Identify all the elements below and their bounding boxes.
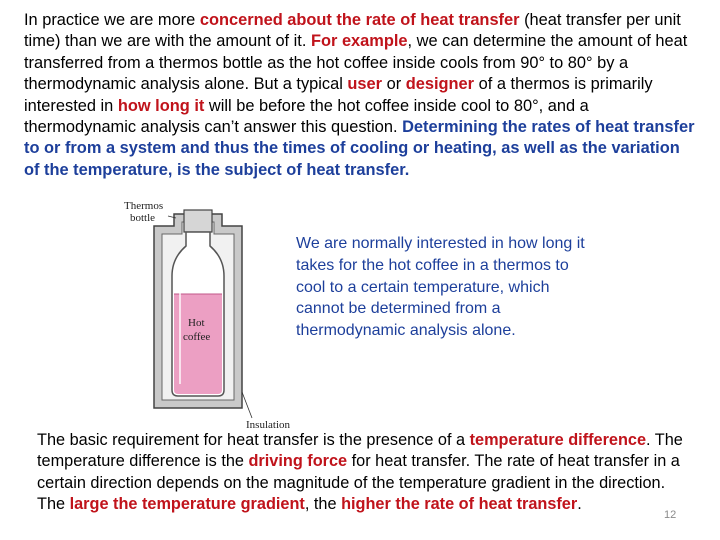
figure-caption: We are normally interested in how long it takes for the hot coffee in a thermos to cool to a certain temperature, which cannot be determined from a thermodynamic analysis alone. xyxy=(296,235,585,340)
requirement-highlight: large the temperature gradient xyxy=(69,495,305,514)
intro-highlight: concerned about the rate of heat transfer xyxy=(199,11,520,29)
hot-coffee-liquid xyxy=(174,294,222,394)
intro-highlight: how long it xyxy=(117,96,205,115)
requirement-run: , the xyxy=(304,495,342,514)
insulation-label: Insulation xyxy=(246,419,290,431)
thermos-figure xyxy=(124,196,314,436)
intro-run: will be before the hot coffee inside cool to 80°, and a thermodynamic analysis can’t answer this question. xyxy=(24,96,589,137)
requirement-run: The basic requirement for heat transfer is the presence of a xyxy=(37,431,470,449)
intro-highlight: user xyxy=(347,75,383,94)
intro-key-statement: Determining the rates of heat transfer to or from a system and thus the times of cooling or heating, as well as the variation of the temperature, is the subject of heat transfer. xyxy=(24,118,695,179)
hot-coffee-label-line2: coffee xyxy=(183,331,211,343)
intro-paragraph xyxy=(24,10,696,181)
intro-highlight: For example xyxy=(310,32,408,51)
slide-number: 12 xyxy=(664,509,677,521)
intro-run: of a thermos is primarily interested in xyxy=(24,75,653,115)
intro-run: or xyxy=(382,75,406,94)
thermos-bottle-label-line2: bottle xyxy=(130,212,156,224)
requirement-highlight: temperature difference xyxy=(469,431,647,449)
intro-run: In practice we are more xyxy=(24,11,200,29)
thermos-bottle-label-line1: Thermos xyxy=(124,200,164,212)
requirement-run: . xyxy=(577,495,582,514)
requirement-run: . The temperature difference is the xyxy=(37,431,683,471)
intro-run: , we can determine the amount of heat transferred from a thermos bottle as the hot coffee inside cools from 90° to 80° by a thermodynamic analysis alone. But a typical xyxy=(24,32,688,94)
requirement-run: for heat transfer. The rate of heat transfer in a certain direction depends on the magnitude of the temperature gradient in the direction. The xyxy=(37,452,680,514)
intro-highlight: designer xyxy=(405,75,475,94)
intro-run: (heat transfer per unit time) than we are with the amount of it. xyxy=(24,11,681,51)
hot-coffee-label-line1: Hot xyxy=(188,317,205,329)
requirement-highlight: driving force xyxy=(248,452,348,471)
thermos-diagram xyxy=(124,196,314,436)
requirement-paragraph xyxy=(37,430,687,516)
insulation-leader xyxy=(242,392,252,418)
requirement-highlight: higher the rate of heat transfer xyxy=(341,495,578,514)
thermos-stopper xyxy=(184,210,212,232)
